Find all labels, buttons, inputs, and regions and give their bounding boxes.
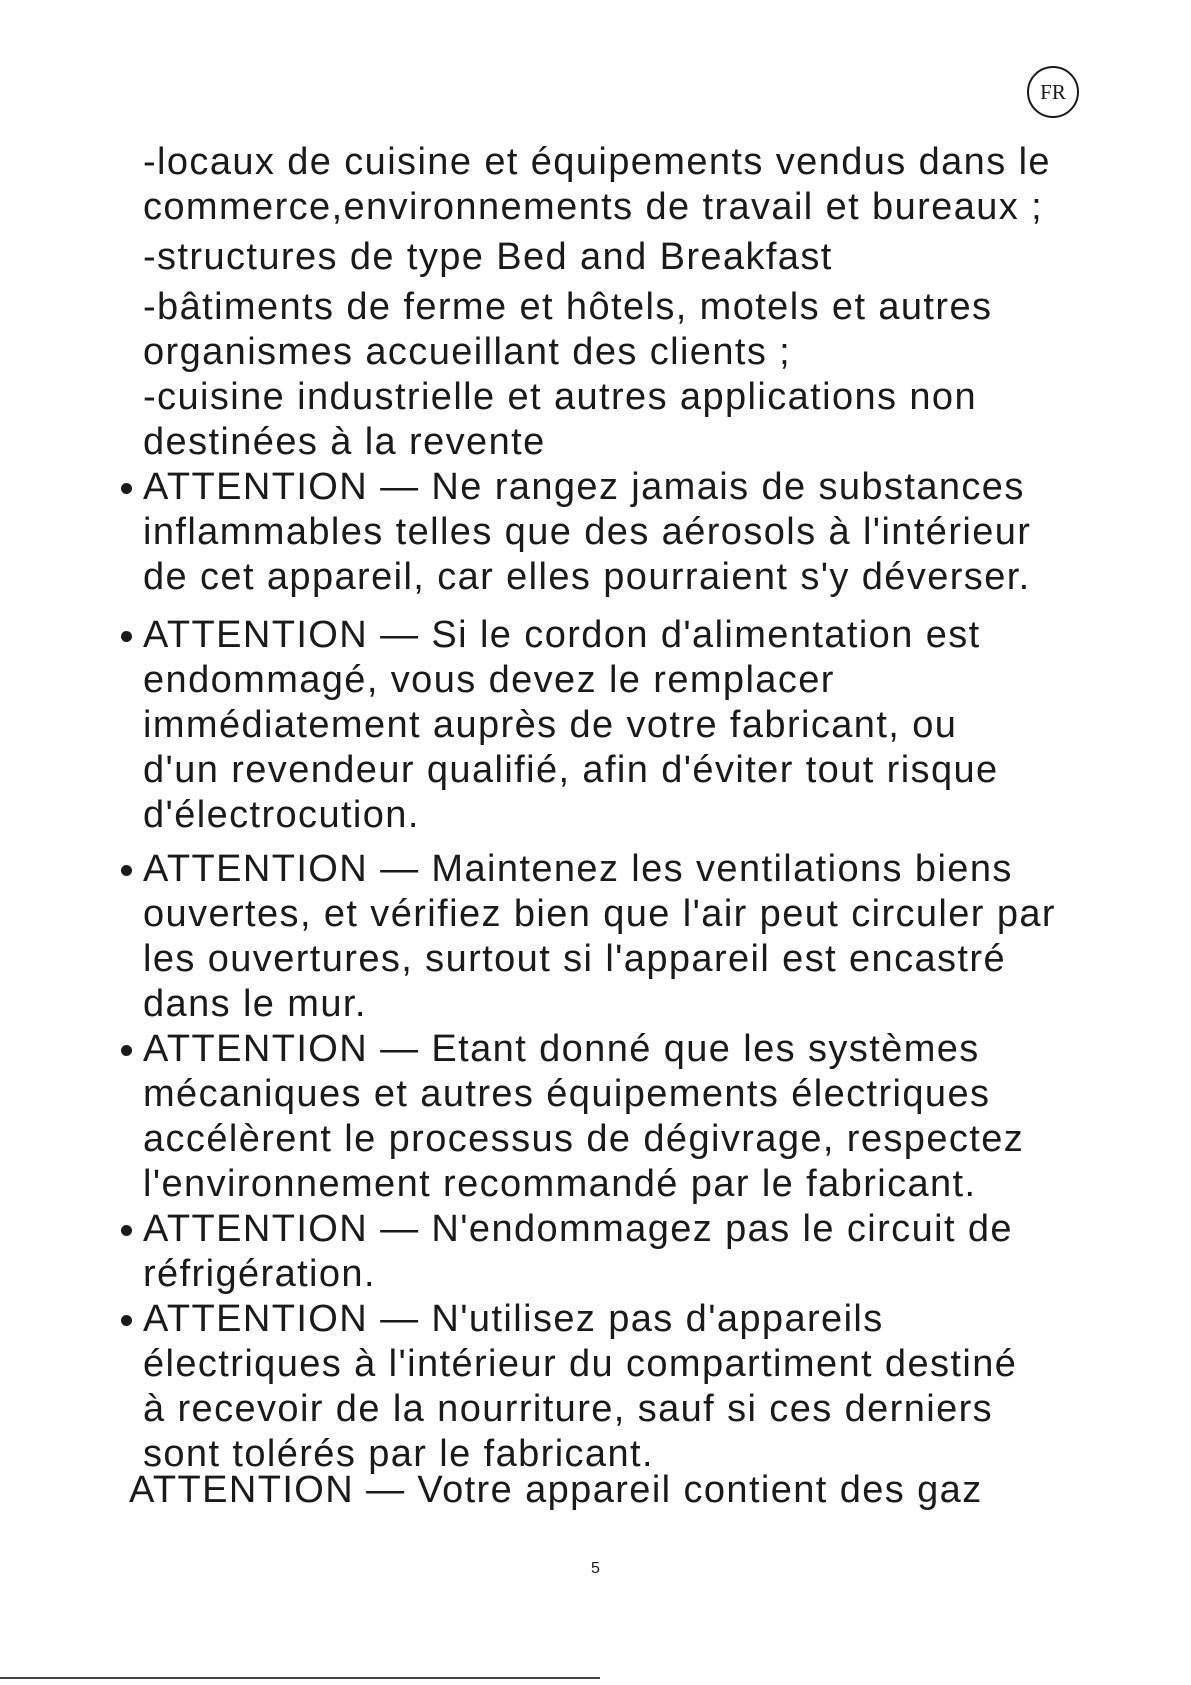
attention-paragraph	[0, 465, 1191, 600]
text-line: inflammables telles que des aérosols à l'intérieur	[143, 511, 1032, 553]
page-number: 5	[591, 1560, 600, 1577]
text-line: les ouvertures, surtout si l'appareil est encastré	[143, 938, 1006, 980]
text-line: immédiatement auprès de votre fabricant, ou	[143, 704, 958, 746]
bullet-icon	[121, 1225, 132, 1236]
text-line: ATTENTION — N'utilisez pas d'appareils	[143, 1298, 884, 1340]
bullet-icon	[121, 865, 132, 876]
bullet-icon	[121, 1045, 132, 1056]
attention-paragraph	[0, 613, 1191, 838]
text-line: endommagé, vous devez le remplacer	[143, 659, 835, 701]
text-line: d'un revendeur qualifié, afin d'éviter tout risque	[143, 749, 999, 791]
text-line: à recevoir de la nourriture, sauf si ces derniers	[143, 1388, 994, 1430]
attention-paragraph	[0, 1027, 1191, 1207]
text-line: mécaniques et autres équipements électriques	[143, 1073, 991, 1115]
text-line: -cuisine industrielle et autres applications non	[143, 376, 977, 418]
attention-paragraph	[0, 1297, 1191, 1477]
text-line: -structures de type Bed and Breakfast	[143, 236, 833, 278]
text-line: réfrigération.	[143, 1253, 376, 1295]
paragraph-last-line: ATTENTION — Votre appareil contient des gaz	[129, 1469, 983, 1511]
attention-paragraph	[0, 847, 1191, 1027]
bottom-rule	[0, 1677, 600, 1679]
text-line: ATTENTION — Etant donné que les systèmes	[143, 1028, 980, 1070]
paragraph-list	[0, 140, 1191, 1477]
text-line: accélèrent le processus de dégivrage, respectez	[143, 1118, 1025, 1160]
text-line: -bâtiments de ferme et hôtels, motels et autres	[143, 286, 993, 328]
text-line: organismes accueillant des clients ;	[143, 331, 792, 373]
text-line: d'électrocution.	[143, 794, 420, 836]
text-line: ATTENTION — N'endommagez pas le circuit de	[143, 1208, 1013, 1250]
list-item	[0, 140, 1191, 230]
text-line: de cet appareil, car elles pourraient s'y déverser.	[143, 556, 1031, 598]
document-body	[0, 140, 1191, 1513]
list-item	[0, 375, 1191, 465]
text-line: commerce,environnements de travail et bureaux ;	[143, 186, 1044, 228]
list-item	[0, 285, 1191, 375]
text-line: ATTENTION — Ne rangez jamais de substances	[143, 466, 1025, 508]
text-line: ouvertes, et vérifiez bien que l'air peut circuler par	[143, 893, 1056, 935]
attention-paragraph	[0, 1207, 1191, 1297]
bullet-icon	[121, 631, 132, 642]
bullet-icon	[121, 483, 132, 494]
text-line: ATTENTION — Maintenez les ventilations biens	[143, 848, 1013, 890]
bullet-icon	[121, 1315, 132, 1326]
text-line: -locaux de cuisine et équipements vendus dans le	[143, 141, 1051, 183]
text-line: destinées à la revente	[143, 421, 546, 463]
list-item	[0, 235, 1191, 280]
language-badge: FR	[1027, 66, 1079, 118]
text-line: ATTENTION — Si le cordon d'alimentation est	[143, 614, 981, 656]
text-line: l'environnement recommandé par le fabricant.	[143, 1163, 977, 1205]
text-line: sont tolérés par le fabricant.	[143, 1433, 654, 1475]
text-line: électriques à l'intérieur du compartiment destiné	[143, 1343, 1018, 1385]
text-line: dans le mur.	[143, 983, 367, 1025]
